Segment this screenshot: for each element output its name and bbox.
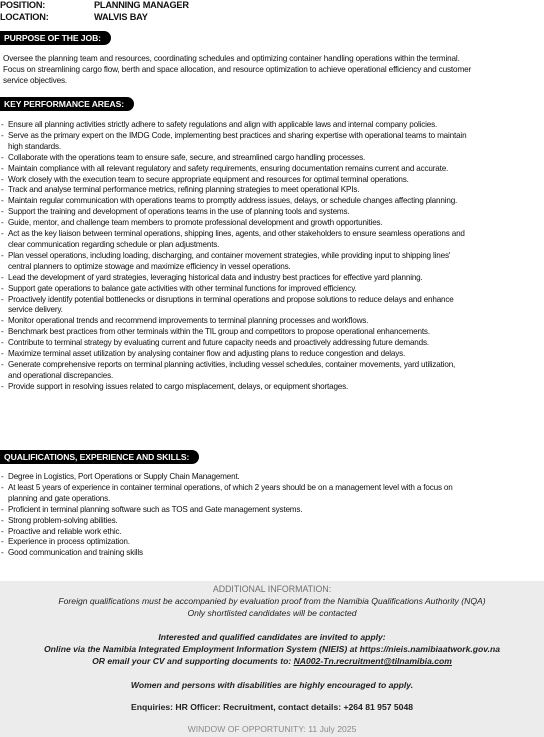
list-item-text: Maintain compliance with all relevant regulatory and safety requirements, ensuring documentation remains current and accurate. [8,163,449,173]
foreign-qualifications-note: Foreign qualifications must be accompanied by evaluation proof from the Namibia Qualifications Authority (NQA) [58,596,486,606]
qualifications-heading: QUALIFICATIONS, EXPERIENCE AND SKILLS: [0,450,199,464]
list-item-text: Generate comprehensive reports on terminal planning activities, including vessel schedules, container movements, yard utilization, [8,359,456,369]
bullet-dash: - [1,272,4,282]
list-item-text: Experience in process optimization. [8,537,130,547]
list-item [0,316,540,327]
list-item-text: Track and analyse terminal performance metrics, refining planning strategies to meet operational KPIs. [8,185,360,195]
bullet-dash: - [1,349,4,359]
list-item [0,120,540,131]
list-item-text: Plan vessel operations, including loading, discharging, and container movement strategies, while providing input to shipping lines' [8,250,451,260]
encouragement-line: Women and persons with disabilities are highly encouraged to apply. [130,680,414,690]
kpa-heading: KEY PERFORMANCE AREAS: [0,97,134,111]
list-item-text: Serve as the primary expert on the IMDG Code, implementing best practices and sharing expertise with operational teams to maintain [8,130,467,140]
bullet-dash: - [1,526,4,536]
qualifications-list [0,472,540,559]
list-item [0,175,540,186]
list-item [0,218,540,229]
list-item-text: Proficient in terminal planning software such as TOS and Gate management systems. [8,504,303,514]
list-item [0,164,540,175]
list-item [0,527,540,538]
bullet-dash: - [1,316,4,326]
purpose-heading: PURPOSE OF THE JOB: [0,31,111,45]
shortlisted-note: Only shortlisted candidates will be contacted [187,608,357,618]
bullet-dash: - [1,504,4,514]
location-value: WALVIS BAY [94,12,148,22]
bullet-dash: - [1,174,4,184]
bullet-dash: - [1,537,4,547]
bullet-dash: - [1,163,4,173]
list-item [0,185,540,196]
bullet-dash: - [1,359,4,369]
bullet-dash: - [1,120,4,129]
list-item [0,382,540,393]
list-item-text: At least 5 years of experience in container terminal operations, of which 2 years should be on a management level with a focus on [8,482,453,492]
enquiries-line: Enquiries: HR Officer: Recruitment, contact details: +264 81 957 5048 [130,702,414,712]
kpa-list [0,120,540,393]
list-item-text: Monitor operational trends and recommend improvements to terminal planning processes and workflows. [8,316,369,326]
list-item [0,251,540,273]
list-item-text: and operational discrepancies. [8,370,114,380]
bullet-dash: - [1,327,4,337]
list-item-text: Support gate operations to balance gate activities with other terminal functions for improved efficiency. [8,283,357,293]
list-item [0,548,540,559]
window-of-opportunity: WINDOW OF OPPORTUNITY: 11 July 2025 [187,724,357,734]
list-item-text: service delivery. [8,305,63,315]
list-item [0,153,540,164]
additional-info-title: ADDITIONAL INFORMATION: [212,584,332,594]
list-item-text: central planners to optimize stowage and maximize efficiency in vessel operations. [8,261,291,271]
bullet-dash: - [1,294,4,304]
purpose-line: service objectives. [3,76,68,85]
bullet-dash: - [1,196,4,206]
list-item [0,284,540,295]
bullet-dash: - [1,250,4,260]
list-item [0,537,540,548]
list-item-text: planning and gate operations. [8,493,111,503]
position-value: PLANNING MANAGER [94,0,189,10]
location-label: LOCATION: [0,12,49,22]
additional-information-panel [0,581,544,737]
list-item [0,273,540,284]
list-item-text: Degree in Logistics, Port Operations or Supply Chain Management. [8,472,240,481]
list-item-text: clear communication regarding schedule or plan adjustments. [8,239,220,249]
purpose-line: Focus on streamlining cargo flow, berth and space allocation, and resource optimization to achieve operational efficiency and customer [3,65,472,74]
list-item-text: Benchmark best practices from other terminals within the TIL group and competitors to propose operational enhancements. [8,327,430,337]
bullet-dash: - [1,207,4,217]
list-item-text: high standards. [8,141,62,151]
email-prefix: OR email your CV and supporting documents to: [92,656,292,666]
list-item [0,196,540,207]
list-item-text: Act as the key liaison between terminal operations, shipping lines, agents, and other stakeholders to ensure seamless operations and [8,229,465,239]
list-item [0,338,540,349]
list-item-text: Lead the development of yard strategies, leveraging historical data and industry best practices for effective yard planning. [8,272,423,282]
bullet-dash: - [1,130,4,140]
bullet-dash: - [1,381,4,391]
bullet-dash: - [1,218,4,228]
purpose-line: Oversee the planning team and resources, coordinating schedules and optimizing container handling operations within the terminal. [3,54,460,63]
list-item-text: Provide support in resolving issues related to cargo misplacement, delays, or equipment shortages. [8,381,349,391]
list-item-text: Contribute to terminal strategy by evaluating current and future capacity needs and proactively addressing future demands. [8,338,429,348]
list-item [0,131,540,153]
list-item-text: Proactively identify potential bottlenecks or disruptions in terminal operations and propose solutions to reduce delays and enhance [8,294,454,304]
bullet-dash: - [1,283,4,293]
online-application-line: Online via the Namibia Integrated Employment Information System (NIEIS) at https://nieis.namibiaatwork.gov.na [43,644,501,654]
purpose-paragraph [3,53,540,86]
list-item [0,229,540,251]
list-item-text: Maximize terminal asset utilization by analysing container flow and adjusting plans to reduce congestion and delays. [8,349,406,359]
list-item [0,207,540,218]
list-item-text: Collaborate with the operations team to ensure safe, secure, and streamlined cargo handling processes. [8,152,366,162]
bullet-dash: - [1,229,4,239]
bullet-dash: - [1,548,4,558]
email-link[interactable]: NA002-Tn.recruitment@tilnamibia.com [293,656,452,666]
list-item [0,360,540,382]
list-item [0,516,540,527]
bullet-dash: - [1,515,4,525]
invitation-line: Interested and qualified candidates are invited to apply: [158,632,386,642]
list-item [0,483,540,505]
list-item-text: Support the training and development of operations teams in the use of planning tools and systems. [8,207,350,217]
list-item-text: Good communication and training skills [8,548,143,558]
bullet-dash: - [1,338,4,348]
list-item-text: Guide, mentor, and challenge team members to promote professional development and growth opportunities. [8,218,383,228]
bullet-dash: - [1,482,4,492]
list-item-text: Work closely with the execution team to secure appropriate equipment and resources for optimal terminal operations. [8,174,409,184]
list-item [0,295,540,317]
list-item [0,505,540,516]
list-item-text: Strong problem-solving abilities. [8,515,118,525]
bullet-dash: - [1,152,4,162]
position-label: POSITION: [0,0,46,10]
list-item-text: Ensure all planning activities strictly adhere to safety regulations and align with applicable laws and internal company policies. [8,120,438,129]
list-item [0,327,540,338]
bullet-dash: - [1,472,4,481]
list-item-text: Proactive and reliable work ethic. [8,526,122,536]
list-item [0,349,540,360]
list-item-text: Maintain regular communication with operations teams to promptly address issues, delays, or schedule changes affecting planning. [8,196,458,206]
bullet-dash: - [1,185,4,195]
email-application-line [0,656,544,667]
list-item [0,472,540,483]
